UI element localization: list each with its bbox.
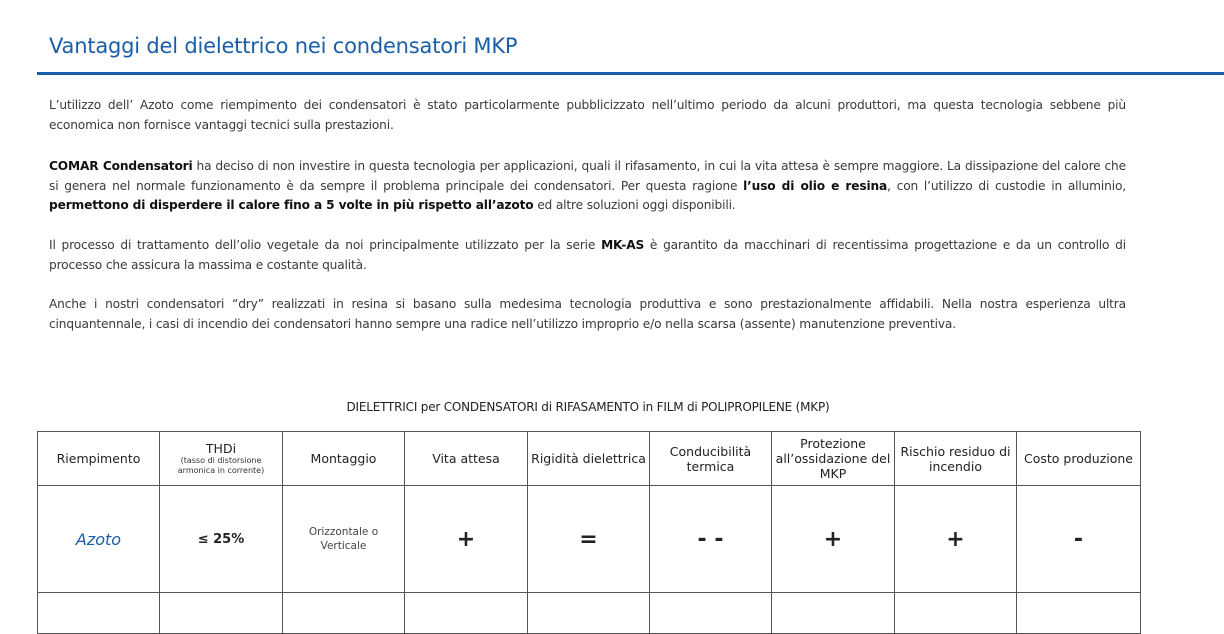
paragraph-text: ed altre soluzioni oggi disponibili. bbox=[533, 198, 736, 212]
highlight-olio-resina: l’uso di olio e resina bbox=[743, 178, 888, 193]
header-costo: Costo produzione bbox=[1017, 432, 1141, 486]
table-caption: DIELETTRICI per CONDENSATORI di RIFASAMENTO in FILM di POLIPROPILENE (MKP) bbox=[346, 400, 830, 414]
paragraph-azoto-intro: L’utilizzo dell’ Azoto come riempimento dei condensatori è stato particolarmente pubblicizzato nell’ultimo periodo da alcuni produttori, ma questa tecnologia sebbene più economica non fornisce vantaggi tecnici sulla prestazioni. bbox=[49, 98, 1126, 132]
dielectric-table bbox=[37, 431, 1141, 634]
cell-empty bbox=[160, 593, 283, 634]
cell-rischio: + bbox=[895, 486, 1017, 593]
paragraph-text: è garantito da macchinari di recentissima progettazione e da un controllo di processo che assicura la massima e costante qualità. bbox=[49, 238, 1126, 272]
series-name: MK-AS bbox=[601, 238, 645, 252]
title-divider bbox=[37, 72, 1224, 75]
header-thdi-label: THDi bbox=[205, 441, 237, 456]
header-rigidita: Rigidità dielettrica bbox=[528, 432, 650, 486]
paragraph-comar-decision bbox=[49, 157, 1126, 216]
header-thdi bbox=[160, 432, 283, 486]
header-conducibilita: Conducibilità termica bbox=[650, 432, 772, 486]
cell-empty bbox=[528, 593, 650, 634]
cell-montaggio: Orizzontale o Verticale bbox=[283, 486, 405, 593]
header-rischio: Rischio residuo di incendio bbox=[895, 432, 1017, 486]
paragraph-text: , con l’utilizzo di custodie in alluminio, bbox=[887, 178, 1126, 193]
cell-empty bbox=[405, 593, 528, 634]
paragraph-text: ha deciso di non investire in questa tecnologia per applicazioni, quali il rifasamento, in cui la vita attesa è sempre maggiore. La dissipazione del calore che si genera nel normale funzionamento è da sempre il problema principale dei condensatori. Per questa ragione bbox=[49, 159, 1126, 193]
cell-vita: + bbox=[405, 486, 528, 593]
table-row bbox=[38, 486, 1141, 593]
table-row-partial bbox=[38, 593, 1141, 634]
cell-costo: - bbox=[1017, 486, 1141, 593]
cell-empty bbox=[772, 593, 895, 634]
header-montaggio: Montaggio bbox=[283, 432, 405, 486]
cell-empty bbox=[1017, 593, 1141, 634]
cell-riempimento: Azoto bbox=[38, 486, 160, 593]
paragraph-text: Il processo di trattamento dell’olio vegetale da noi principalmente utilizzato per la serie bbox=[49, 238, 602, 252]
header-vita: Vita attesa bbox=[405, 432, 528, 486]
cell-conducibilita: - - bbox=[650, 486, 772, 593]
highlight-calore: permettono di disperdere il calore fino a 5 volte in più rispetto all’azoto bbox=[49, 198, 534, 212]
header-riempimento: Riempimento bbox=[38, 432, 160, 486]
table-header-row bbox=[38, 432, 1141, 486]
cell-rigidita: = bbox=[528, 486, 650, 593]
header-thdi-subtitle: (tasso di distorsione armonica in corrente) bbox=[177, 456, 265, 475]
cell-empty bbox=[650, 593, 772, 634]
cell-empty bbox=[895, 593, 1017, 634]
header-protezione: Protezione all’ossidazione del MKP bbox=[772, 432, 895, 486]
cell-empty bbox=[38, 593, 160, 634]
cell-thdi: ≤ 25% bbox=[160, 486, 283, 593]
page-title: Vantaggi del dielettrico nei condensatori MKP bbox=[49, 34, 518, 58]
paragraph-process bbox=[49, 236, 1126, 275]
cell-protezione: + bbox=[772, 486, 895, 593]
cell-empty bbox=[283, 593, 405, 634]
company-name: COMAR Condensatori bbox=[49, 159, 193, 173]
paragraph-dry-capacitors: Anche i nostri condensatori “dry” realizzati in resina si basano sulla medesima tecnologia produttiva e sono prestazionalmente affidabili. Nella nostra esperienza ultra cinquantennale, i casi di incendio dei condensatori hanno sempre una radice nell’utilizzo improprio e/o nella scarsa (assente) manutenzione preventiva. bbox=[49, 297, 1126, 331]
